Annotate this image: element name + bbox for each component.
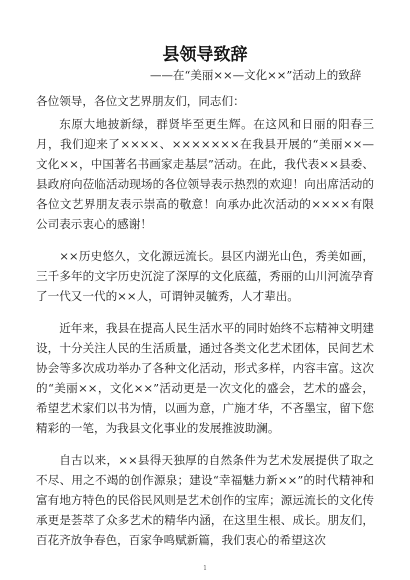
paragraph-welcome: 东原大地披新绿，群贤毕至更生辉。在这风和日丽的阳春三月，我们迎来了××××、×××××××在我县开展的“美丽××—文化××，中国著名书画家走基层”活动。在此，我代表××县委、县政府向莅临活动现场的各位领导表示热烈的欢迎！向出席活动的各位文艺界朋友表示崇高的敬意！向承办此次活动的××××有限公司表示衷心的感谢！ [36, 117, 374, 231]
paragraph-history: ××历史悠久，文化源远流长。县区内湖光山色，秀美如画，三千多年的文字历史沉淀了深厚的文化底蕴，秀丽的山川河流孕育了一代又一代的××人，可谓钟灵毓秀，人才辈出。 [36, 249, 374, 303]
document-body [36, 91, 374, 562]
paragraph-recent-years: 近年来，我县在提高人民生活水平的同时始终不忘精神文明建设，十分关注人民的生活质量，通过各类文化艺术团体，民间艺术协会等多次成功举办了各种文化活动，形式多样，内容丰富。这次的“美丽××，文化××”活动更是一次文化的盛会，艺术的盛会，希望艺术家们以书为情，以画为意，广施才华，不吝墨宝，留下您精彩的一笔，为我县文化事业的发展推波助澜。 [36, 321, 374, 435]
page-title: 县领导致辞 [162, 45, 248, 65]
salutation: 各位领导，各位文艺界朋友们，同志们： [36, 94, 245, 108]
page-number: 1 [203, 565, 207, 572]
paragraph-since-ancient-times: 自古以来，××县得天独厚的自然条件为艺术发展提供了取之不尽、用之不竭的创作源泉；建设“幸福魅力新××”的时代精神和富有地方特色的民俗民风则是艺术创作的宝库；源远流长的文化传承更是荟萃了众多艺术的精华内涵，在这里生根、成长。朋友们，百花齐放争春色，百家争鸣赋新篇，我们衷心的希望这次 [36, 453, 374, 547]
page-subtitle: ——在“美丽××—文化××”活动上的致辞 [150, 68, 362, 82]
